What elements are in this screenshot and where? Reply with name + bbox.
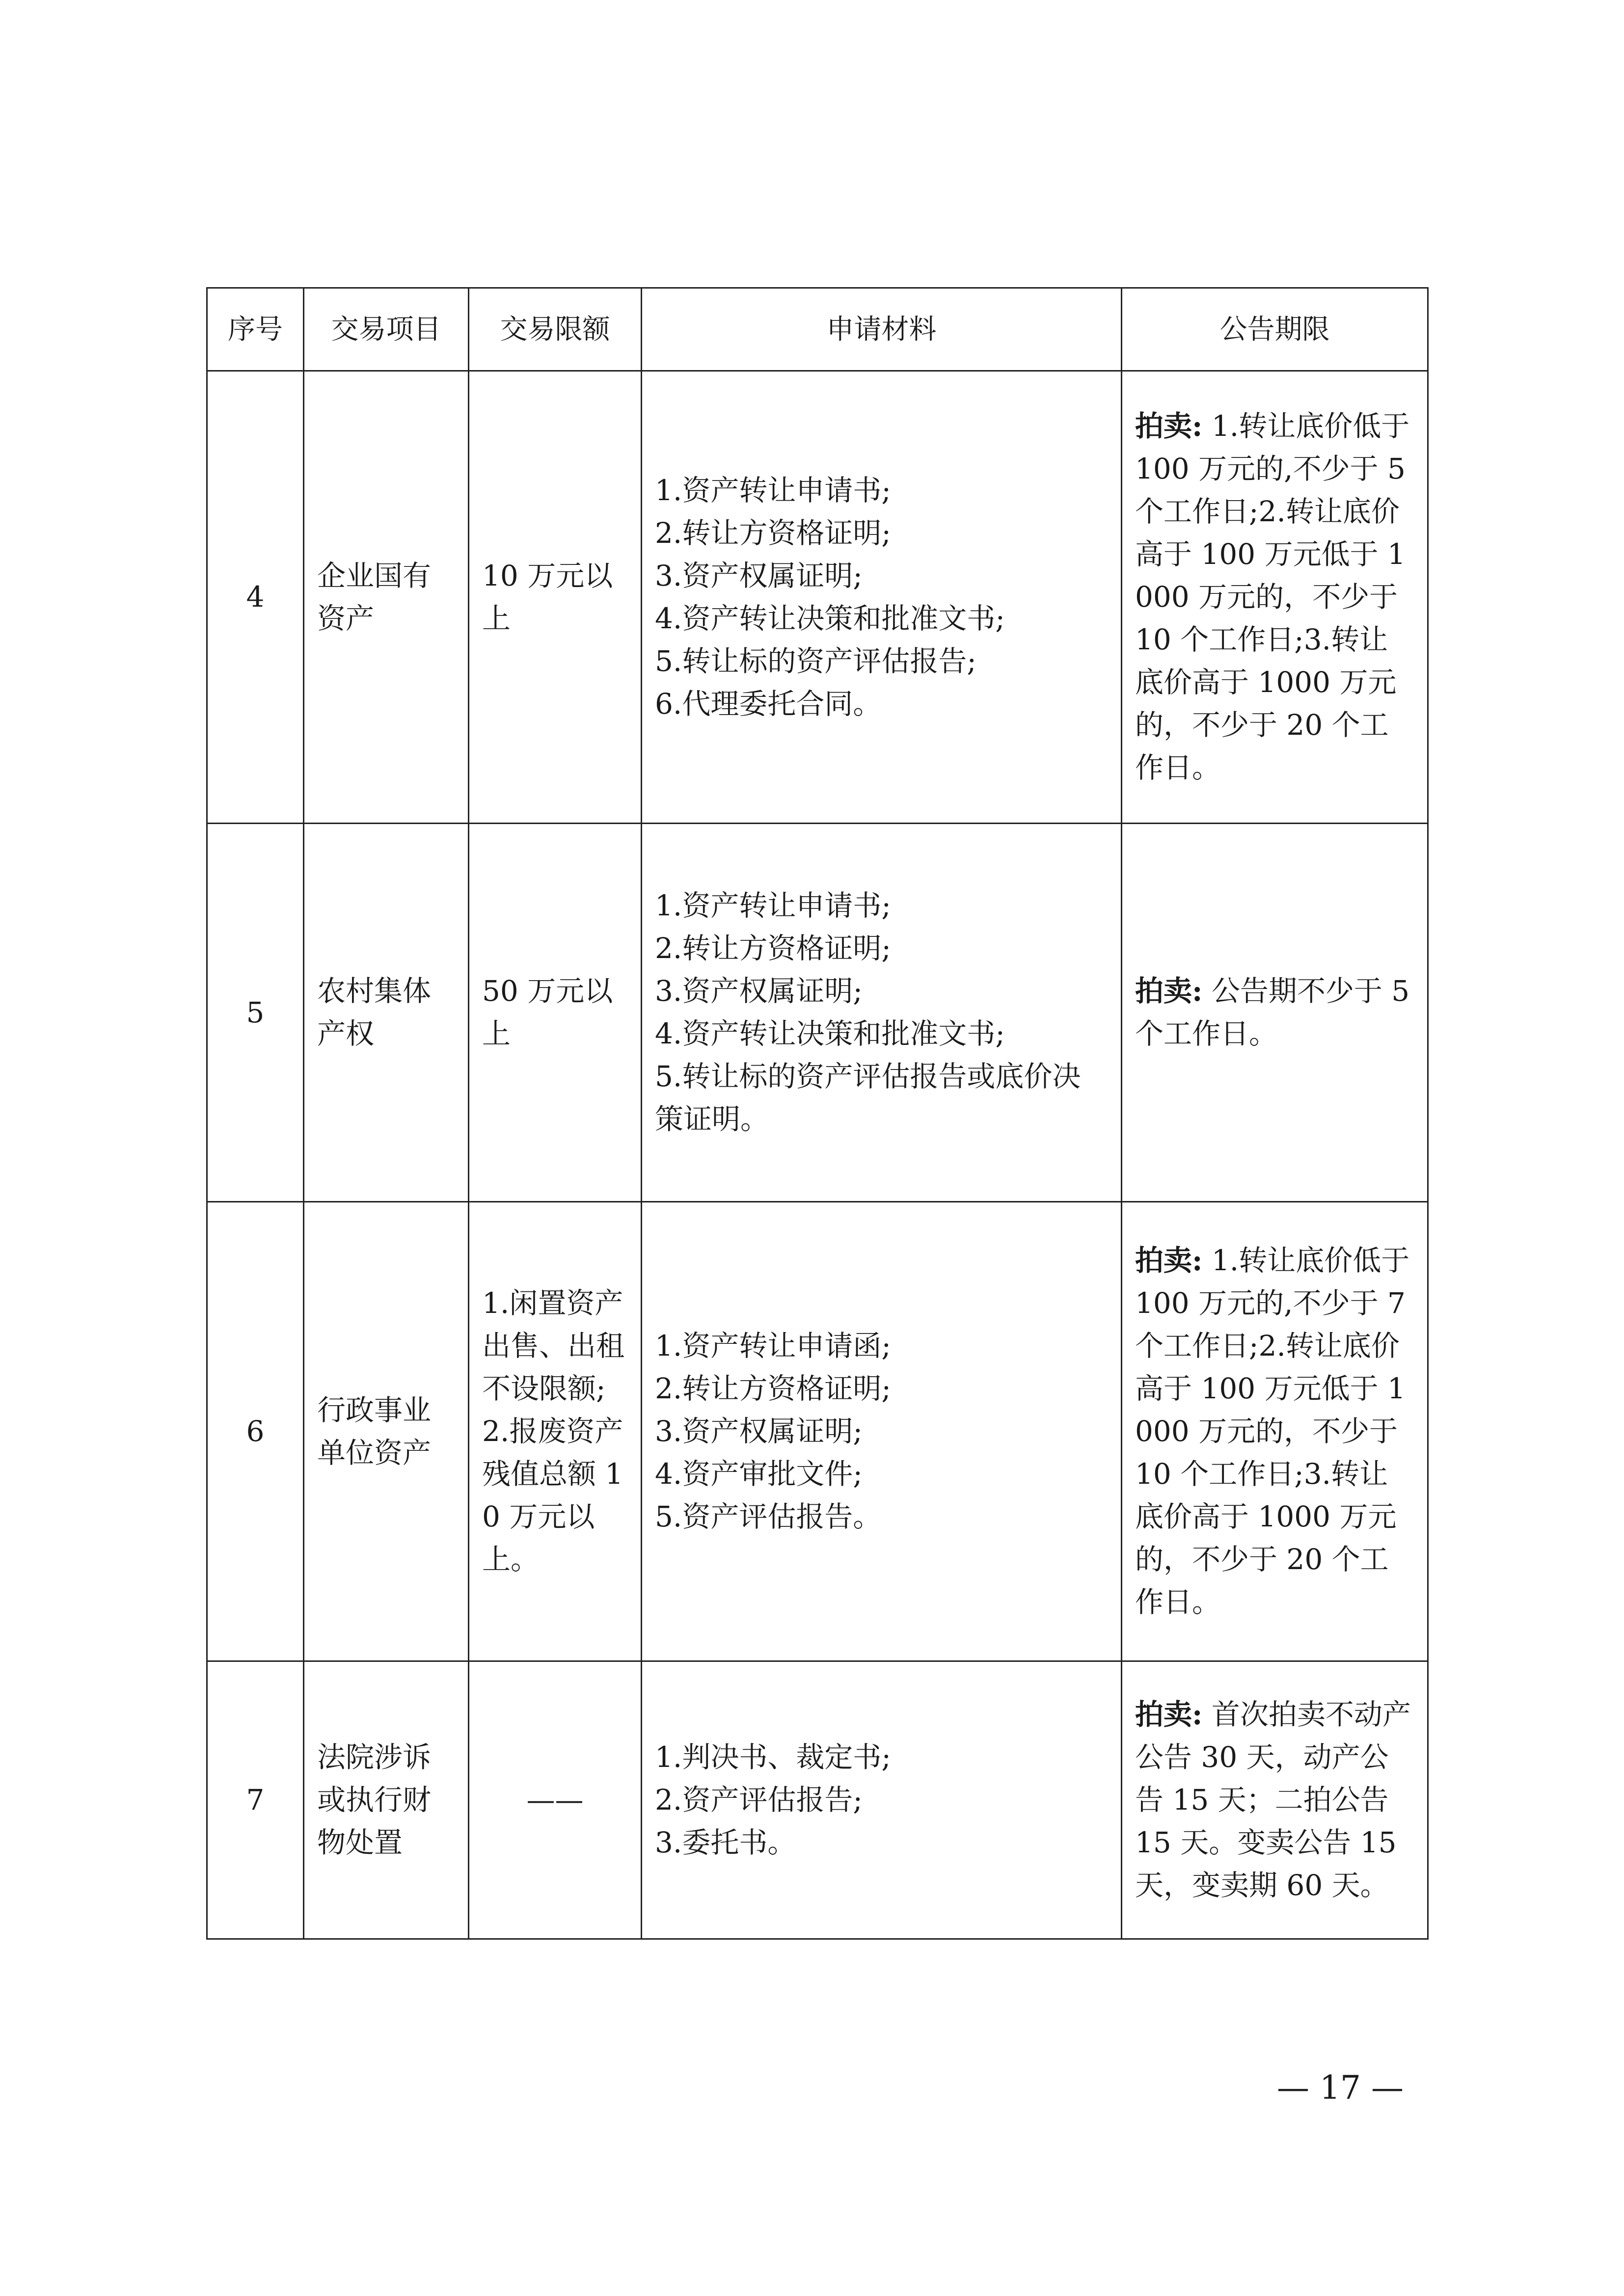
table-row [207,1661,1428,1939]
material-line: 2.资产评估报告; [655,1783,863,1816]
cell-notice [1122,824,1428,1202]
cell-limit: 50 万元以上 [469,824,642,1202]
cell-materials [642,371,1122,824]
material-line: 2.转让方资格证明; [655,1372,891,1405]
cell-notice [1122,371,1428,824]
cell-limit: 10 万元以上 [469,371,642,824]
material-line: 1.判决书、裁定书; [655,1740,891,1774]
cell-materials [642,1661,1122,1939]
header-row [207,288,1428,371]
cell-limit: 1.闲置资产出售、出租不设限额;2.报废资产残值总额 10 万元以上。 [469,1202,642,1661]
material-line: 4.资产转让决策和批准文书; [655,601,1005,635]
header-serial: 序号 [207,288,304,371]
cell-serial: 4 [207,371,304,824]
material-line: 2.转让方资格证明; [655,932,891,965]
transaction-table [206,287,1429,1940]
notice-text: 1.转让底价低于 100 万元的,不少于 7 个工作日;2.转让底价高于 100 万元低于 1000 万元的，不少于 10 个工作日;3.转让底价高于 1000 万元的，不少于 20 个工作日。 [1135,1244,1410,1619]
notice-text: 公告期不少于 5 个工作日。 [1135,974,1410,1050]
header-materials: 申请材料 [642,288,1122,371]
material-line: 6.代理委托合同。 [655,687,882,721]
cell-materials [642,1202,1122,1661]
cell-serial: 7 [207,1661,304,1939]
notice-label: 拍卖: [1135,409,1203,443]
material-line: 4.资产转让决策和批准文书; [655,1017,1005,1050]
material-line: 5.转让标的资产评估报告; [655,644,976,678]
material-line: 3.资产权属证明; [655,559,863,592]
material-line: 1.资产转让申请函; [655,1329,891,1362]
table-row [207,1202,1428,1661]
cell-notice [1122,1661,1428,1939]
notice-label: 拍卖: [1135,1698,1203,1731]
material-line: 3.资产权属证明; [655,974,863,1008]
notice-label: 拍卖: [1135,1244,1203,1277]
cell-item: 行政事业单位资产 [304,1202,469,1661]
notice-text: 首次拍卖不动产公告 30 天，动产公告 15 天；二拍公告 15 天。变卖公告 15 天，变卖期 60 天。 [1135,1698,1411,1902]
material-line: 5.资产评估报告。 [655,1500,882,1533]
header-limit: 交易限额 [469,288,642,371]
cell-limit: —— [469,1661,642,1939]
table-row [207,824,1428,1202]
table-row [207,371,1428,824]
notice-label: 拍卖: [1135,974,1203,1008]
cell-serial: 6 [207,1202,304,1661]
material-line: 2.转让方资格证明; [655,516,891,550]
material-line: 1.资产转让申请书; [655,473,891,507]
cell-serial: 5 [207,824,304,1202]
material-line: 3.资产权属证明; [655,1415,863,1448]
cell-item: 企业国有资产 [304,371,469,824]
material-line: 3.委托书。 [655,1826,796,1859]
notice-text: 1.转让底价低于 100 万元的,不少于 5 个工作日;2.转让底价高于 100 万元低于 1000 万元的，不少于 10 个工作日;3.转让底价高于 1000 万元的，不少于 20 个工作日。 [1135,409,1410,784]
material-line: 4.资产审批文件; [655,1457,863,1491]
header-item: 交易项目 [304,288,469,371]
page-number: — 17 — [1277,2069,1404,2107]
header-notice: 公告期限 [1122,288,1428,371]
cell-notice [1122,1202,1428,1661]
cell-item: 农村集体产权 [304,824,469,1202]
material-line: 5.转让标的资产评估报告或底价决策证明。 [655,1060,1081,1136]
material-line: 1.资产转让申请书; [655,889,891,922]
cell-materials [642,824,1122,1202]
cell-item: 法院涉诉或执行财物处置 [304,1661,469,1939]
